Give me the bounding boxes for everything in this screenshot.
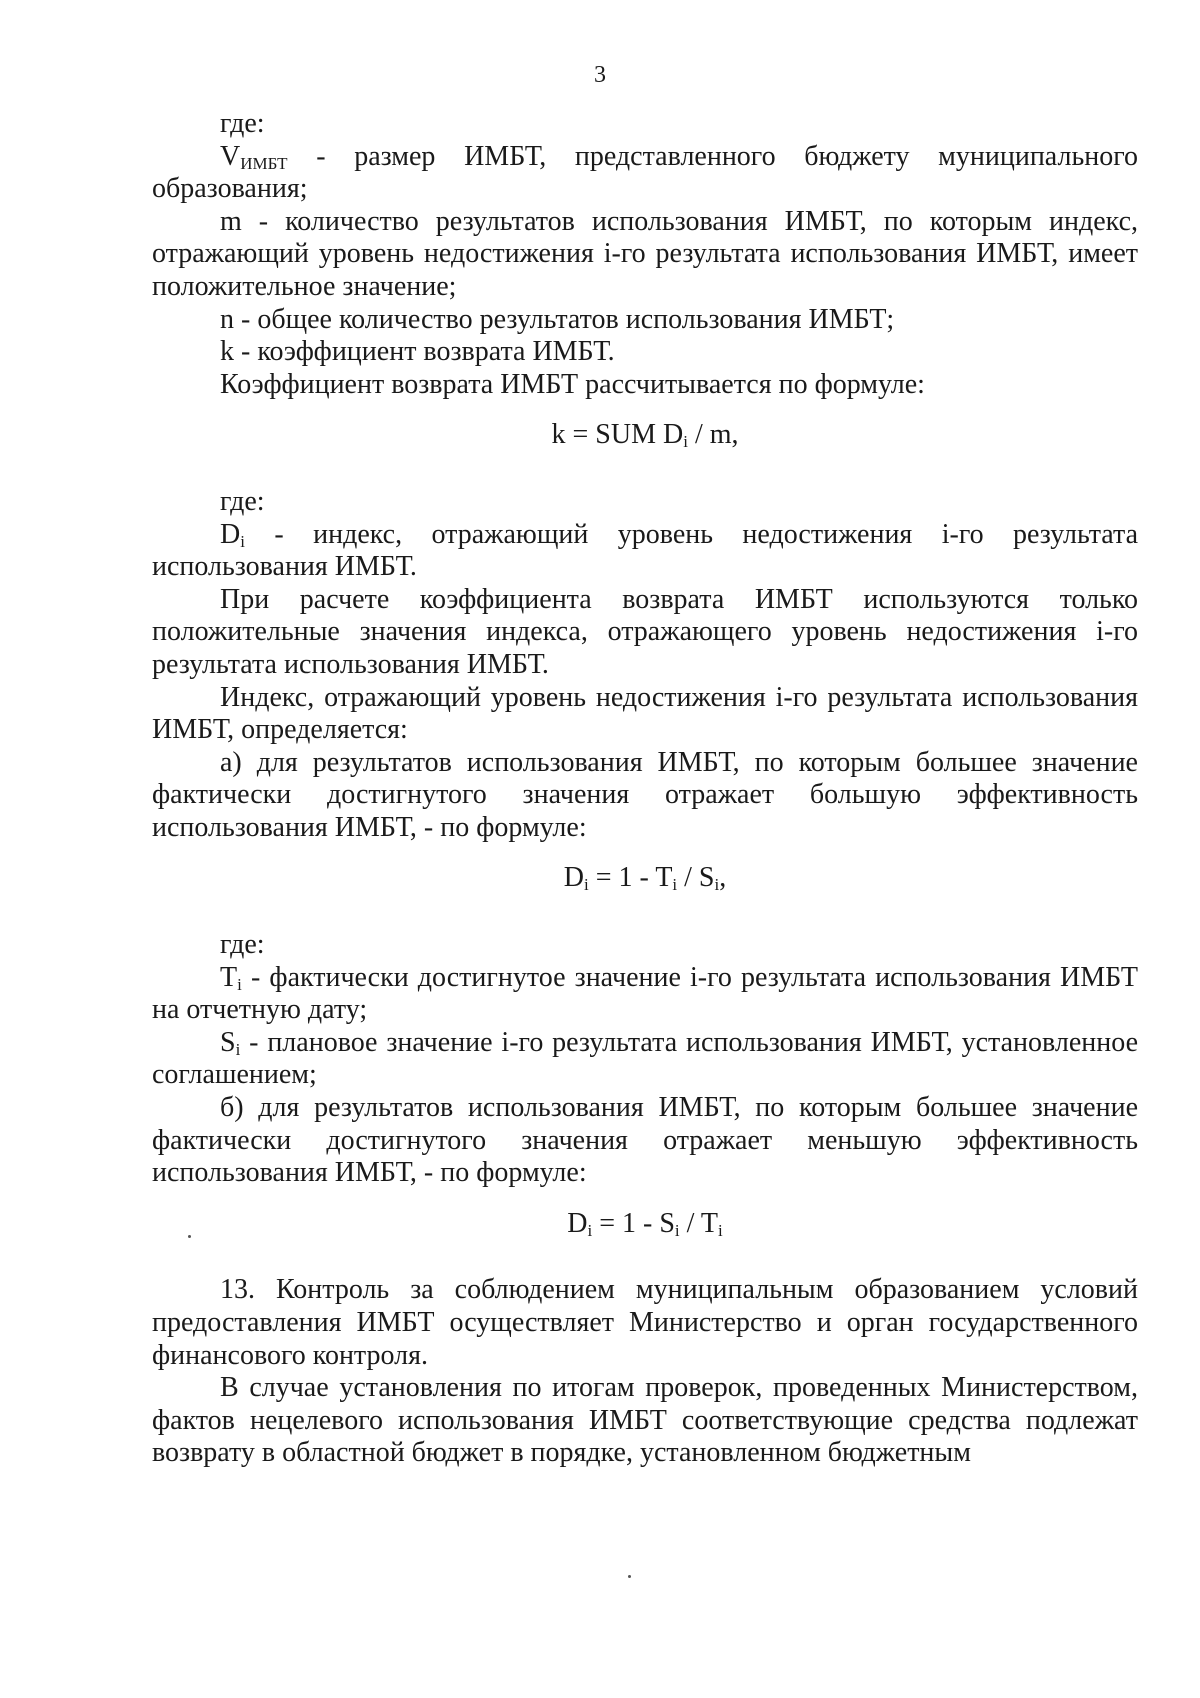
formula-a: $D_i = 1 - T_i / S_i$,	[563, 862, 727, 895]
document-body	[152, 108, 1138, 1470]
scan-speck	[628, 1575, 631, 1578]
k-formula-intro: Коэффициент возврата ИМБТ рассчитывается по формуле:	[220, 368, 925, 400]
definition-v	[152, 141, 1138, 206]
definition-d	[152, 519, 1138, 584]
formula-k: k = SUM $D_i$ / m,	[551, 419, 739, 452]
page-number: 3	[594, 62, 606, 88]
where-label-1: где:	[220, 108, 265, 139]
symbol-s-subscript: i	[235, 1039, 241, 1059]
symbol-s: S	[220, 1026, 236, 1058]
symbol-t-subscript: i	[237, 974, 242, 994]
symbol-d-subscript: i	[240, 531, 245, 551]
definition-s	[152, 1027, 1138, 1092]
formula-b: $D_i = 1 - S_i / T_i$	[567, 1207, 723, 1240]
symbol-v: V	[220, 140, 241, 172]
where-label-2: где:	[220, 485, 265, 517]
definition-k: k - коэффициент возврата ИМБТ.	[220, 336, 615, 368]
definition-v-text: - размер ИМБТ, представленного бюджету муниципального образования;	[152, 140, 1138, 205]
symbol-d: D	[220, 518, 241, 550]
where-label-3: где:	[220, 929, 265, 961]
case-b: б) для результатов использования ИМБТ, по которым большее значение фактически достигнутого значения отражает меньшую эффективность использования ИМБТ, - по формуле:	[152, 1092, 1138, 1189]
refund-paragraph: В случае установления по итогам проверок, проведенных Министерством, фактов нецелевого использования ИМБТ соответствующие средства подлежат возврату в областной бюджет в порядке, установленном бюджетным	[152, 1372, 1138, 1469]
symbol-v-subscript: ИМБТ	[240, 153, 288, 173]
calculation-note: При расчете коэффициента возврата ИМБТ используются только положительные значения индекса, отражающего уровень недостижения i-го результата использования ИМБТ.	[152, 583, 1138, 680]
index-intro: Индекс, отражающий уровень недостижения i-го результата использования ИМБТ, определяется:	[152, 681, 1138, 746]
symbol-t: T	[220, 961, 238, 993]
definition-s-text: - плановое значение i-го результата использования ИМБТ, установленное соглашением;	[152, 1026, 1138, 1091]
definition-n: n - общее количество результатов использования ИМБТ;	[220, 303, 895, 335]
definition-m: m - количество результатов использования ИМБТ, по которым индекс, отражающий уровень недостижения i-го результата использования ИМБТ, имеет положительное значение;	[152, 205, 1138, 302]
scan-speck	[188, 1235, 191, 1238]
definition-t	[152, 962, 1138, 1027]
case-a: а) для результатов использования ИМБТ, по которым большее значение фактически достигнутого значения отражает большую эффективность использования ИМБТ, - по формуле:	[152, 746, 1138, 843]
item-13-control: 13. Контроль за соблюдением муниципальным образованием условий предоставления ИМБТ осуществляет Министерство и орган государственного финансового контроля.	[152, 1274, 1138, 1371]
definition-d-text: - индекс, отражающий уровень недостижения i-го результата использования ИМБТ.	[152, 518, 1138, 583]
definition-t-text: - фактически достигнутое значение i-го результата использования ИМБТ на отчетную дату;	[152, 961, 1138, 1026]
